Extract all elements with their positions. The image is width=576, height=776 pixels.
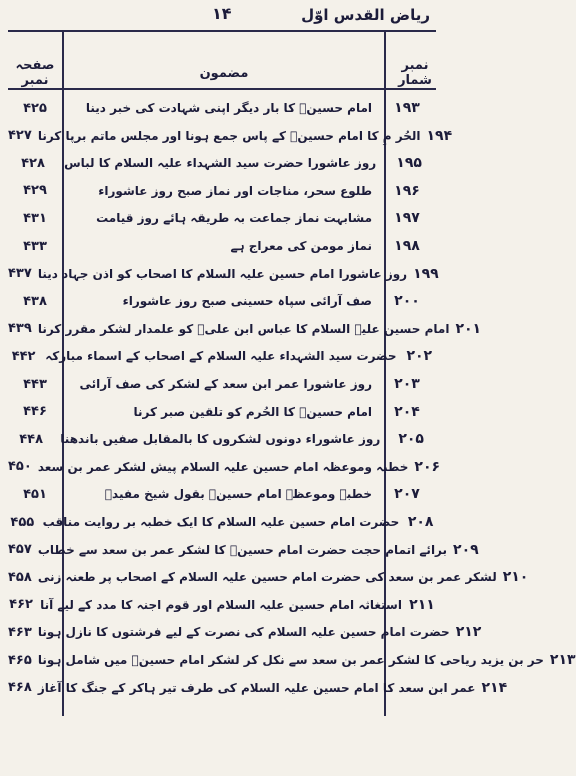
entry-page-number: ۴۵۰ <box>8 459 32 475</box>
entry-title: امام حسینؑ کا الحُرم کو تلقین صبر کرنا <box>133 404 372 419</box>
entry-title: حضرت امام حسین علیہ السلام کی نصرت کے لیے فرشتوں کا نازل ہونا <box>37 625 450 640</box>
entry-title: مشابہت نماز جماعت بہ طریقہ ہائے روز قیامت <box>96 211 372 226</box>
table-row <box>8 482 436 506</box>
table-row <box>8 400 436 424</box>
entry-serial-number: ۲۰۲ <box>406 348 433 365</box>
column-header-rule <box>8 88 436 90</box>
entry-serial-number: ۲۱۰ <box>502 569 529 586</box>
entry-page-number: ۴۶۳ <box>8 624 32 640</box>
entry-title: لشکر عمر بن سعد کی حضرت امام حسین علیہ السلام کے اصحاب پر طعنہ زنی <box>37 570 497 585</box>
page-number: ۱۴ <box>212 4 232 23</box>
entry-title: طلوع سحر، مناجات اور نماز صبح روز عاشوراء <box>98 183 372 198</box>
table-row <box>8 262 439 286</box>
table-row <box>8 676 508 700</box>
entry-page-number: ۴۳۱ <box>23 210 47 226</box>
entry-serial-number: ۲۰۵ <box>398 431 424 448</box>
entry-page-number: ۴۳۷ <box>8 266 32 282</box>
entry-serial-number: ۲۰۱ <box>455 320 482 337</box>
table-row <box>8 317 482 341</box>
entry-serial-number: ۲۰۳ <box>394 376 420 392</box>
table-row <box>8 455 441 479</box>
entry-serial-number: ۲۰۴ <box>394 403 420 420</box>
entry-title: امام حسینؑ کا بار دیگر اپنی شہادت کی خبر دینا <box>85 101 372 115</box>
entry-page-number: ۴۳۹ <box>8 321 32 337</box>
entry-title: برائے اتمام حجت حضرت امام حسینؑ کا لشکر عمر بن سعد سے خطاب <box>37 542 448 557</box>
serial-column-header: نمبر شمار <box>398 58 432 88</box>
entry-serial-number: ۱۹۹ <box>413 265 439 282</box>
entry-page-number: ۴۲۸ <box>21 155 45 171</box>
entry-page-number: ۴۶۸ <box>8 680 32 696</box>
page-column-header: صفحہ نمبر <box>15 58 55 88</box>
entry-title: روز عاشورا حضرت سید الشہداء علیہ السلام کا لباس <box>64 156 377 171</box>
table-row <box>8 96 436 120</box>
entry-title: روز عاشورا امام حسین علیہ السلام کا اصحاب کو اذن جہاد دینا <box>37 266 408 281</box>
entry-page-number: ۴۶۲ <box>9 597 33 613</box>
entry-serial-number: ۱۹۶ <box>394 182 420 199</box>
table-row <box>8 234 436 258</box>
entry-page-number: ۴۲۹ <box>23 183 47 199</box>
entry-serial-number: ۲۱۱ <box>409 596 435 613</box>
entry-title: عمر ابن سعد کا امام حسین علیہ السلام کی طرف تیر ہاکر کے جنگ کا آغاز <box>37 680 476 695</box>
entry-title: روز عاشوراء دونوں لشکروں کا بالمقابل صفیں باندھنا <box>60 432 381 447</box>
entry-title: روز عاشورا عمر ابن سعد کے لشکر کی صف آرائی <box>79 377 372 391</box>
entry-serial-number: ۲۰۹ <box>453 541 479 558</box>
entry-title: حضرت امام حسین علیہ السلام کا ایک خطبہ بر روایت مناقب <box>42 515 400 529</box>
entry-page-number: ۴۴۸ <box>19 431 44 447</box>
entry-title: خطبہ وموعظہ امام حسینؑ بقول شیخ مفیدؒ <box>104 487 372 502</box>
entry-serial-number: ۱۹۳ <box>394 100 420 116</box>
entry-serial-number: ۲۱۲ <box>455 624 482 641</box>
entry-page-number: ۴۳۸ <box>23 293 47 309</box>
table-row <box>8 372 436 396</box>
entry-serial-number: ۲۰۸ <box>407 514 434 530</box>
entry-serial-number: ۲۰۶ <box>414 458 441 475</box>
entry-title: استغاثہ امام حسین علیہ السلام اور قوم اجنہ کا مدد کے لیے آنا <box>40 597 402 612</box>
table-row <box>8 427 436 451</box>
entry-serial-number: ۲۱۴ <box>481 679 508 696</box>
table-row <box>8 565 529 589</box>
entry-title: نماز مومن کی معراج ہے <box>230 239 372 253</box>
entry-page-number: ۴۳۳ <box>23 238 47 254</box>
table-row <box>8 151 436 175</box>
entry-serial-number: ۲۱۳ <box>549 652 576 668</box>
entry-title: الحُر مِ کا امام حسینؑ کے پاس جمع ہونا اور مجلس ماتم برپا کرنا <box>37 128 421 143</box>
entry-page-number: ۴۴۳ <box>23 376 47 392</box>
entry-page-number: ۴۵۸ <box>8 569 32 585</box>
entry-serial-number: ۱۹۴ <box>426 127 453 144</box>
entry-page-number: ۴۶۵ <box>8 652 32 668</box>
entry-serial-number: ۲۰۰ <box>394 293 420 310</box>
table-row <box>8 538 479 562</box>
header-rule <box>8 30 436 32</box>
table-row <box>8 206 436 230</box>
table-row <box>8 620 482 644</box>
entry-title: خطبہ وموعظہ امام حسین علیہ السلام پیش لشکر عمر بن سعد <box>37 459 409 474</box>
table-row <box>8 510 436 534</box>
entry-page-number: ۴۵۷ <box>8 542 32 558</box>
entry-page-number: ۴۵۵ <box>10 514 35 530</box>
entry-title: حضرت سید الشہداء علیہ السلام کے اصحاب کے اسماء مبارکہ <box>45 349 397 364</box>
table-row <box>8 593 436 617</box>
entry-title: صف آرائی سپاہ حسینی صبح روز عاشوراء <box>122 294 372 309</box>
entry-serial-number: ۱۹۷ <box>394 210 420 227</box>
entry-serial-number: ۱۹۵ <box>396 155 422 172</box>
entry-page-number: ۴۴۶ <box>23 404 47 420</box>
table-row <box>8 124 453 148</box>
table-row <box>8 344 436 368</box>
entry-page-number: ۴۴۲ <box>11 348 36 364</box>
entry-serial-number: ۲۰۷ <box>394 486 420 503</box>
table-row <box>8 179 436 203</box>
entry-page-number: ۴۲۵ <box>23 100 47 116</box>
entry-title: امام حسین علیہ السلام کا عباس ابن علیؑ کو علمدار لشکر مقرر کرنا <box>37 321 450 336</box>
table-row <box>8 648 576 672</box>
book-title: ریاض القدس اوّل <box>301 6 430 24</box>
table-row <box>8 289 436 313</box>
entry-title: حر بن یزید ریاحی کا لشکر عمر بن سعد سے نکل کر لشکر امام حسینؑ میں شامل ہونا <box>37 653 544 667</box>
entry-page-number: ۴۵۱ <box>23 486 47 502</box>
entry-page-number: ۴۲۷ <box>8 128 32 144</box>
entry-serial-number: ۱۹۸ <box>394 238 420 254</box>
subject-column-header: مضمون <box>199 66 249 81</box>
